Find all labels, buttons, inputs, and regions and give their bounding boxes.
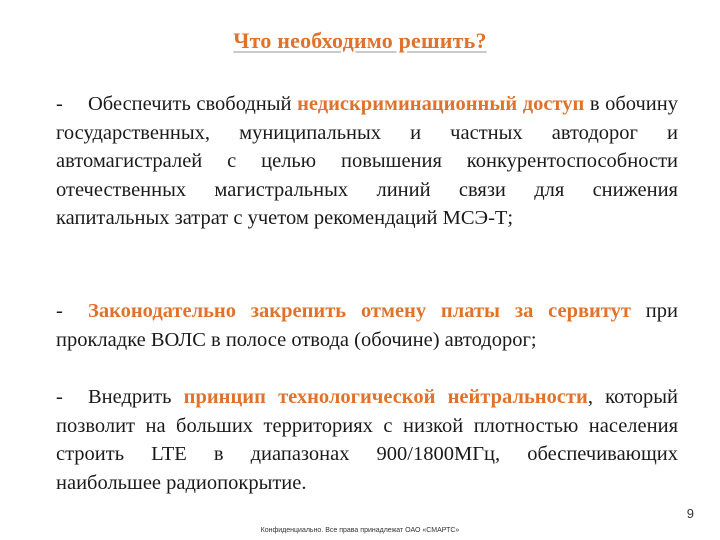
bullet-text: при прокладке ВОЛС в полосе отвода (обочине) автодорог;: [56, 300, 678, 351]
bullet-highlight: Законодательно закрепить отмену платы за сервитут: [88, 300, 631, 322]
bullet-item-1: [56, 90, 678, 233]
page-number: 9: [686, 506, 694, 521]
footer-confidential: Конфиденциально. Все права принадлежат ОАО «СМАРТС»: [260, 527, 460, 534]
bullet-dash: -: [56, 300, 63, 322]
bullet-dash: -: [56, 386, 63, 408]
bullet-text: Внедрить: [88, 386, 184, 408]
bullet-text: Обеспечить свободный: [88, 93, 298, 115]
bullet-dash: -: [56, 93, 63, 115]
bullet-text: , который позволит на больших территориях с низкой плотностью населения строить LTE в диапазонах 900/1800МГц, обеспечивающих наибольшее радиопокрытие.: [56, 386, 678, 494]
bullet-item-3: [56, 383, 678, 497]
bullet-highlight: недискриминационный доступ: [297, 93, 585, 115]
slide-title: Что необходимо решить?: [233, 28, 487, 53]
bullet-text: в обочину государственных, муниципальных и частных автодорог и автомагистралей с целью повышения конкурентоспособности отечественных магистральных линий связи для снижения капитальных затрат с учетом рекомендаций МСЭ-Т;: [56, 93, 678, 229]
bullet-item-2: [56, 297, 678, 354]
bullet-highlight: принцип технологической нейтральности: [183, 386, 588, 408]
